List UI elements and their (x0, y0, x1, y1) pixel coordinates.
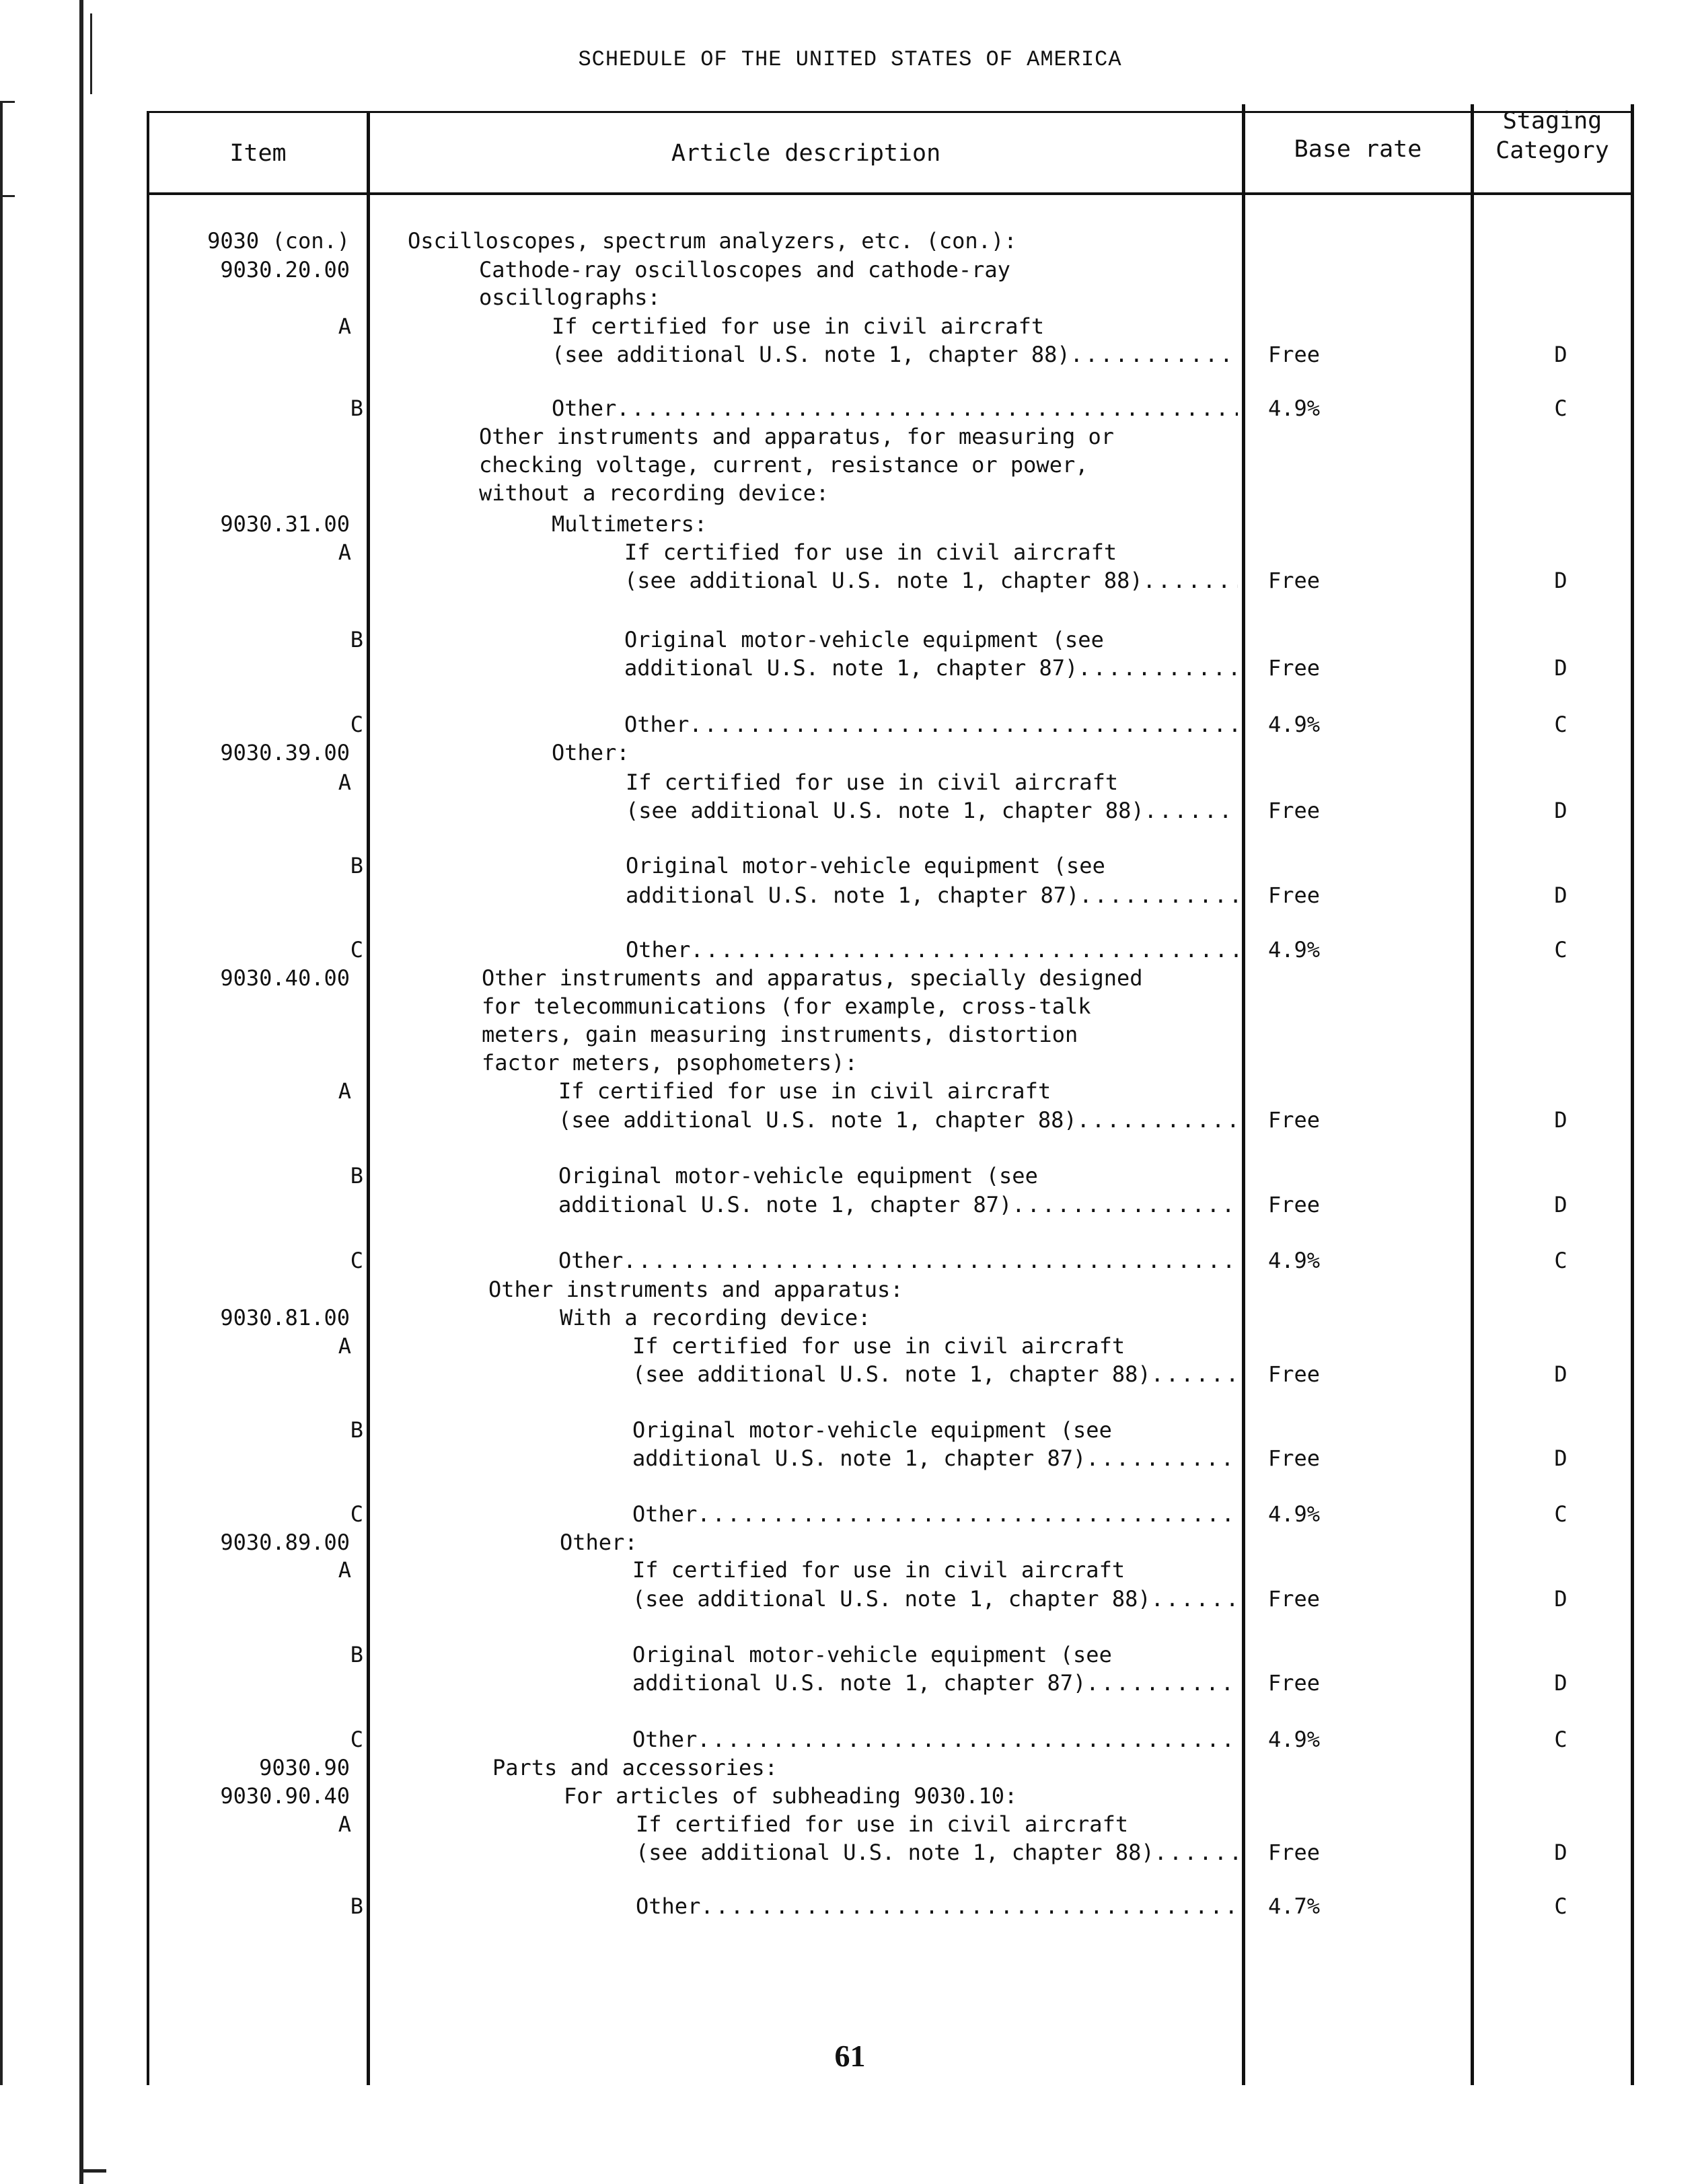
article-description (624, 539, 1117, 566)
description-text: Other instruments and apparatus, specially designed (482, 965, 1143, 991)
staging-category: C (1554, 1501, 1567, 1527)
table-row (0, 423, 1700, 450)
description-text: If certified for use in civil aircraft (552, 313, 1045, 339)
article-description (552, 739, 630, 766)
staging-category: D (1554, 1361, 1567, 1387)
article-description (632, 1332, 1125, 1359)
dot-leader (689, 711, 1238, 738)
article-description (492, 1754, 778, 1781)
description-text: additional U.S. note 1, chapter 87) (626, 882, 1080, 908)
dot-leader (1012, 1191, 1238, 1218)
description-text: Other (632, 1727, 698, 1752)
table-row (0, 1811, 1700, 1838)
item-number: 9030 (con.) (207, 228, 350, 254)
article-description (552, 511, 707, 537)
article-description (558, 1191, 1238, 1218)
description-text: Other (552, 396, 617, 421)
description-text: Other: (552, 740, 630, 765)
table-row (0, 511, 1700, 537)
dot-leader (1086, 1445, 1238, 1472)
dot-leader (1078, 654, 1238, 681)
item-number: C (350, 937, 363, 963)
binding-tick (0, 101, 15, 103)
article-description (482, 965, 1143, 991)
article-description (482, 1021, 1078, 1048)
article-description (626, 936, 1238, 963)
base-rate: 4.9% (1268, 712, 1321, 737)
staging-category: C (1554, 1727, 1567, 1752)
dot-leader (1144, 797, 1238, 824)
article-description (479, 256, 1010, 283)
article-description (632, 1556, 1125, 1583)
table-row (0, 1669, 1700, 1696)
table-row (0, 1839, 1700, 1866)
base-rate: Free (1268, 1840, 1321, 1865)
dot-leader (697, 1501, 1238, 1528)
description-text: Other (624, 712, 690, 737)
item-number: 9030.39.00 (220, 740, 350, 765)
description-text: Parts and accessories: (492, 1755, 778, 1780)
article-description (624, 654, 1238, 681)
article-description (552, 313, 1044, 340)
base-rate: 4.9% (1268, 1727, 1321, 1752)
table-row (0, 1726, 1700, 1753)
staging-category: D (1554, 882, 1567, 908)
item-number: A (338, 1333, 351, 1359)
article-description (636, 1839, 1238, 1866)
table-row (0, 1361, 1700, 1388)
article-description (632, 1669, 1238, 1696)
description-text: Other (626, 937, 691, 963)
table-row (0, 395, 1700, 422)
staging-category: D (1554, 1670, 1567, 1696)
article-description (626, 797, 1238, 824)
table-row (0, 654, 1700, 681)
description-text: additional U.S. note 1, chapter 87) (558, 1192, 1012, 1217)
description-text: Multimeters: (552, 511, 708, 537)
dot-leader (616, 395, 1238, 422)
article-description (558, 1162, 1038, 1189)
description-text: Other: (560, 1530, 638, 1555)
dot-leader (1079, 882, 1238, 909)
table-row (0, 797, 1700, 824)
item-number: C (350, 1727, 363, 1752)
table-row (0, 341, 1700, 368)
item-number: 9030.40.00 (220, 965, 350, 991)
article-description (564, 1782, 1017, 1809)
article-description (632, 1726, 1238, 1753)
table-row (0, 451, 1700, 478)
description-text: (see additional U.S. note 1, chapter 88) (558, 1107, 1077, 1133)
description-text: Other instruments and apparatus, for measuring or (479, 424, 1115, 449)
staging-category: D (1554, 1840, 1567, 1865)
dot-leader (1151, 1361, 1238, 1388)
article-description (632, 1417, 1112, 1443)
table-row (0, 256, 1700, 283)
table-row (0, 1501, 1700, 1528)
description-text: With a recording device: (560, 1305, 871, 1330)
item-number: A (338, 1078, 351, 1104)
item-number: A (338, 769, 351, 795)
base-rate: Free (1268, 1192, 1321, 1217)
item-number: 9030.90.40 (220, 1783, 350, 1809)
article-description (624, 711, 1238, 738)
base-rate: 4.9% (1268, 1248, 1321, 1273)
dot-leader (1154, 1839, 1238, 1866)
description-text: additional U.S. note 1, chapter 87) (632, 1445, 1086, 1471)
base-rate: 4.9% (1268, 396, 1321, 421)
description-text: (see additional U.S. note 1, chapter 88) (632, 1586, 1151, 1612)
description-text: Original motor-vehicle equipment (see (558, 1163, 1038, 1189)
staging-category: D (1554, 1192, 1567, 1217)
base-rate: Free (1268, 1445, 1321, 1471)
description-text: If certified for use in civil aircraft (558, 1078, 1051, 1104)
table-row (0, 936, 1700, 963)
article-description (626, 769, 1118, 796)
article-description (479, 423, 1114, 450)
staging-category: C (1554, 396, 1567, 421)
article-description (636, 1893, 1238, 1920)
dot-leader (1151, 1585, 1238, 1612)
item-number: B (350, 1163, 363, 1189)
item-number: 9030.90 (259, 1755, 350, 1780)
description-text: Other (636, 1893, 701, 1919)
table-row (0, 539, 1700, 566)
table-row (0, 1078, 1700, 1104)
header-base-rate: Base rate (1294, 136, 1422, 163)
table-row (0, 1049, 1700, 1076)
staging-category: D (1554, 1586, 1567, 1612)
description-text: Original motor-vehicle equipment (see (626, 853, 1105, 878)
article-description (482, 993, 1091, 1020)
article-description (632, 1585, 1238, 1612)
base-rate: Free (1268, 1586, 1321, 1612)
description-text: Other (558, 1248, 624, 1273)
description-text: Other instruments and apparatus: (488, 1277, 903, 1302)
base-rate: Free (1268, 342, 1321, 367)
base-rate: Free (1268, 1361, 1321, 1387)
base-rate: 4.7% (1268, 1893, 1321, 1919)
table-row (0, 965, 1700, 991)
header-staging-category: Staging Category (1495, 108, 1609, 164)
table-row (0, 882, 1700, 909)
base-rate: 4.9% (1268, 937, 1321, 963)
description-text: Original motor-vehicle equipment (see (624, 627, 1104, 652)
table-row (0, 1304, 1700, 1331)
table-row (0, 1106, 1700, 1133)
description-text: (see additional U.S. note 1, chapter 88) (636, 1840, 1154, 1865)
item-number: A (338, 539, 351, 565)
table-row (0, 1641, 1700, 1668)
table-row (0, 480, 1700, 506)
table-row (0, 1021, 1700, 1048)
table-row (0, 313, 1700, 340)
table-row (0, 1191, 1700, 1218)
binding-tick (0, 195, 15, 197)
description-text: without a recording device: (479, 480, 829, 506)
article-description (552, 341, 1238, 368)
base-rate: Free (1268, 568, 1321, 593)
description-text: Original motor-vehicle equipment (see (632, 1417, 1112, 1443)
description-text: (see additional U.S. note 1, chapter 88) (552, 342, 1070, 367)
dot-leader (1077, 1106, 1238, 1133)
item-number: B (350, 1417, 363, 1443)
item-number: A (338, 313, 351, 339)
description-text: If certified for use in civil aircraft (624, 539, 1117, 565)
staging-category: C (1554, 1248, 1567, 1273)
description-text: oscillographs: (479, 285, 661, 310)
header-item: Item (229, 140, 287, 167)
description-text: checking voltage, current, resistance or power, (479, 452, 1088, 478)
article-description (626, 882, 1238, 909)
article-description (408, 227, 1017, 254)
base-rate: Free (1268, 1107, 1321, 1133)
article-description (632, 1445, 1238, 1472)
table-row (0, 1529, 1700, 1556)
article-description (560, 1529, 638, 1556)
staging-category: C (1554, 937, 1567, 963)
dot-leader (623, 1247, 1238, 1274)
article-description (624, 626, 1104, 653)
table-row (0, 1585, 1700, 1612)
binding-tick (79, 2169, 106, 2173)
description-text: additional U.S. note 1, chapter 87) (632, 1670, 1086, 1696)
description-text: Oscilloscopes, spectrum analyzers, etc. (con.): (408, 228, 1017, 254)
item-number: B (350, 853, 363, 878)
item-number: B (350, 1893, 363, 1919)
description-text: meters, gain measuring instruments, distortion (482, 1022, 1078, 1047)
table-row (0, 227, 1700, 254)
item-number: C (350, 1248, 363, 1273)
table-row (0, 769, 1700, 796)
article-description (558, 1106, 1238, 1133)
staging-category: D (1554, 1445, 1567, 1471)
article-description (636, 1811, 1128, 1838)
item-number: 9030.81.00 (220, 1305, 350, 1330)
page-number: 61 (834, 2039, 866, 2073)
article-description (479, 451, 1088, 478)
base-rate: Free (1268, 882, 1321, 908)
page-title: SCHEDULE OF THE UNITED STATES OF AMERICA (578, 47, 1122, 72)
staging-category: D (1554, 798, 1567, 823)
item-number: A (338, 1811, 351, 1837)
dot-leader (700, 1893, 1238, 1920)
table-row (0, 1162, 1700, 1189)
description-text: If certified for use in civil aircraft (636, 1811, 1129, 1837)
staging-category: C (1554, 1893, 1567, 1919)
article-description (632, 1501, 1238, 1528)
base-rate: 4.9% (1268, 1501, 1321, 1527)
base-rate: Free (1268, 655, 1321, 681)
article-description (560, 1304, 871, 1331)
article-description (552, 395, 1238, 422)
table-row (0, 1417, 1700, 1443)
table-row (0, 1893, 1700, 1920)
description-text: Cathode-ray oscilloscopes and cathode-ray (479, 257, 1010, 283)
dot-leader (690, 936, 1238, 963)
article-description (558, 1247, 1238, 1274)
description-text: additional U.S. note 1, chapter 87) (624, 655, 1078, 681)
item-number: B (350, 1642, 363, 1667)
dot-leader (1070, 341, 1238, 368)
staging-category: C (1554, 712, 1567, 737)
description-text: for telecommunications (for example, cross-talk (482, 993, 1091, 1019)
description-text: (see additional U.S. note 1, chapter 88) (632, 1361, 1151, 1387)
article-description (488, 1276, 903, 1303)
header-article-description: Article description (671, 140, 941, 167)
description-text: If certified for use in civil aircraft (632, 1333, 1125, 1359)
article-description (482, 1049, 858, 1076)
description-text: For articles of subheading 9030.10: (564, 1783, 1018, 1809)
article-description (626, 852, 1105, 879)
dot-leader (1143, 567, 1238, 594)
dot-leader (1086, 1669, 1238, 1696)
description-text: If certified for use in civil aircraft (632, 1557, 1125, 1583)
table-row (0, 1332, 1700, 1359)
staging-category: D (1554, 568, 1567, 593)
table-row (0, 1556, 1700, 1583)
table-row (0, 1445, 1700, 1472)
item-number: A (338, 1557, 351, 1583)
table-row (0, 1782, 1700, 1809)
item-number: C (350, 1501, 363, 1527)
article-description (479, 284, 661, 311)
article-description (632, 1641, 1112, 1668)
item-number: 9030.20.00 (220, 257, 350, 283)
description-text: (see additional U.S. note 1, chapter 88) (624, 568, 1143, 593)
base-rate: Free (1268, 1670, 1321, 1696)
item-number: 9030.31.00 (220, 511, 350, 537)
table-row (0, 1247, 1700, 1274)
item-number: 9030.89.00 (220, 1530, 350, 1555)
staging-category: D (1554, 655, 1567, 681)
staging-category: D (1554, 342, 1567, 367)
description-text: If certified for use in civil aircraft (626, 769, 1119, 795)
table-row (0, 993, 1700, 1020)
dot-leader (697, 1726, 1238, 1753)
staging-category: D (1554, 1107, 1567, 1133)
table-row (0, 711, 1700, 738)
table-row (0, 626, 1700, 653)
base-rate: Free (1268, 798, 1321, 823)
article-description (558, 1078, 1051, 1104)
description-text: Other (632, 1501, 698, 1527)
description-text: Original motor-vehicle equipment (see (632, 1642, 1112, 1667)
table-row (0, 1754, 1700, 1781)
table-row (0, 567, 1700, 594)
item-number: B (350, 627, 363, 652)
item-number: C (350, 712, 363, 737)
article-description (632, 1361, 1238, 1388)
article-description (479, 480, 829, 506)
description-text: factor meters, psophometers): (482, 1050, 858, 1076)
table-row (0, 284, 1700, 311)
table-row (0, 1276, 1700, 1303)
table-row (0, 852, 1700, 879)
description-text: (see additional U.S. note 1, chapter 88) (626, 798, 1144, 823)
item-number: B (350, 396, 363, 421)
table-row (0, 739, 1700, 766)
article-description (624, 567, 1238, 594)
